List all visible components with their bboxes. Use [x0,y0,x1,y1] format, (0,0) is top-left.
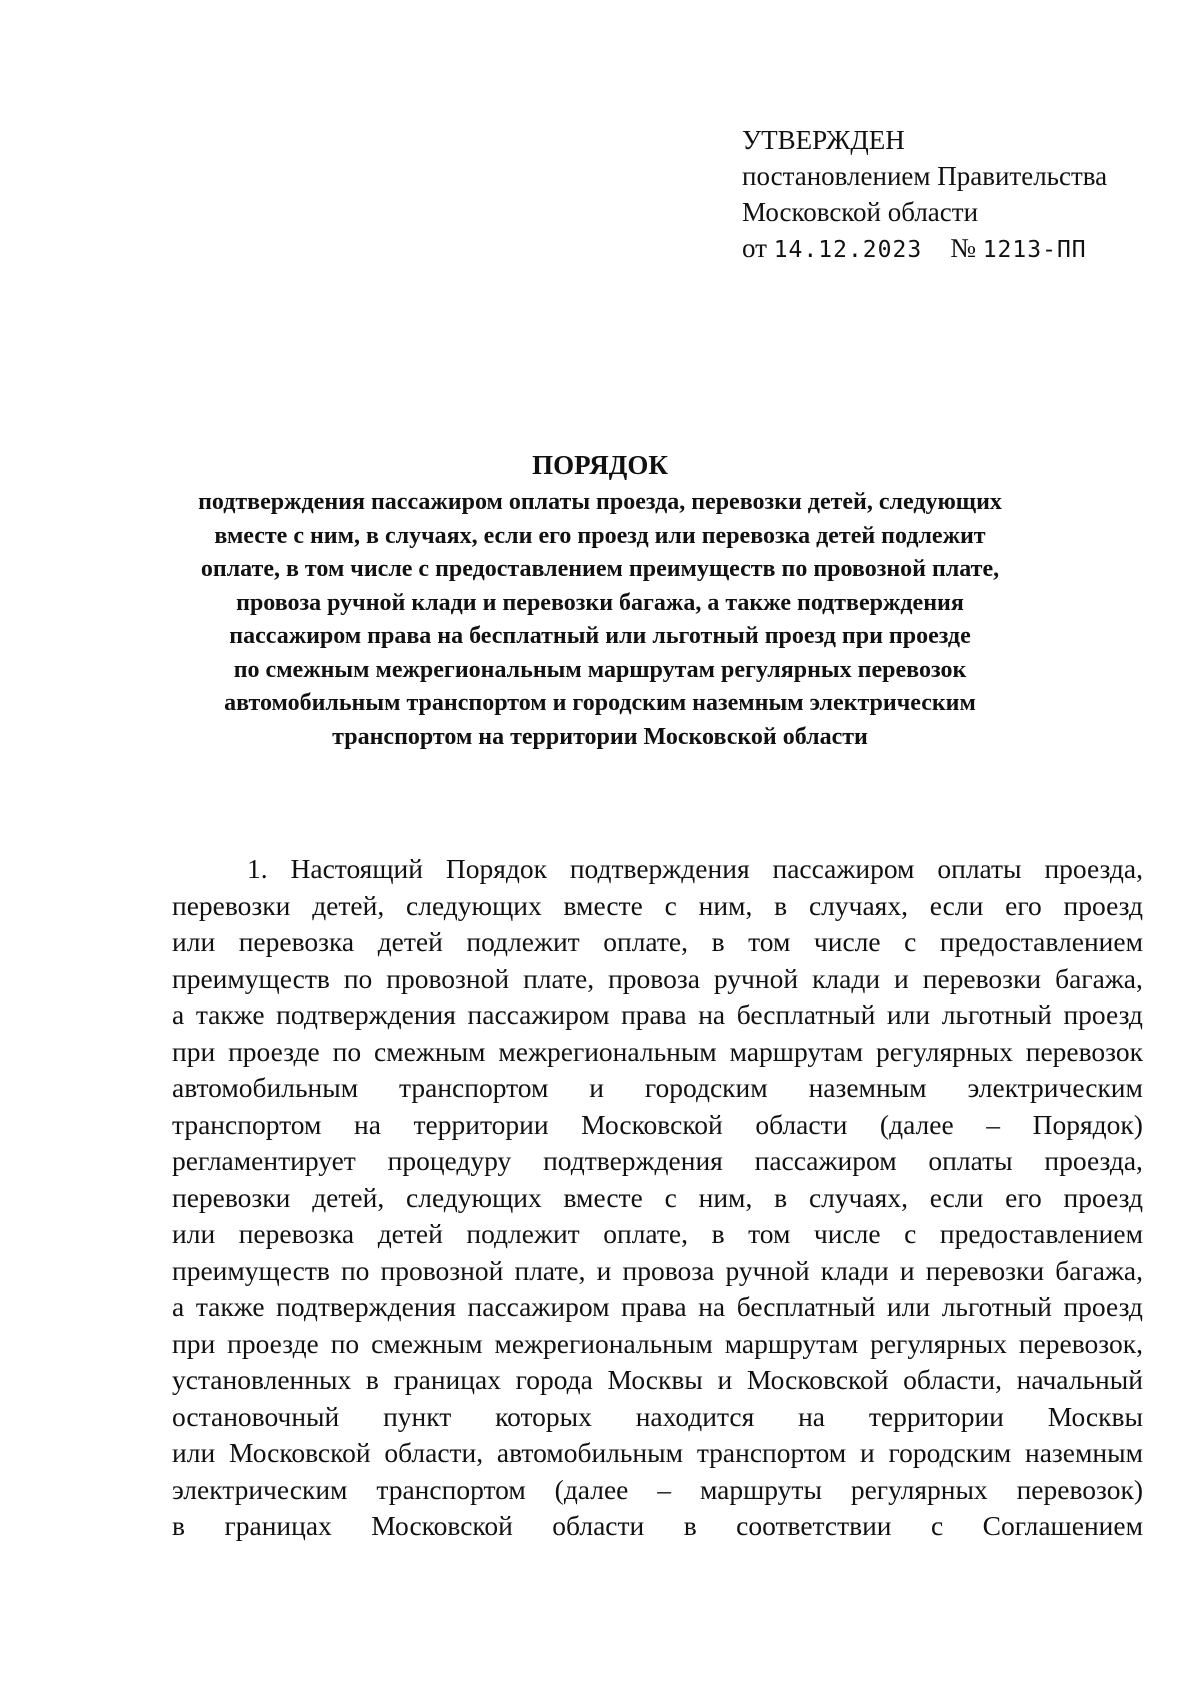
body-line [172,1472,1143,1509]
body-word: смежным [371,1327,483,1359]
body-word: льготный [941,1291,1052,1322]
body-word: багажа, [1055,1254,1143,1286]
body-word: проезд [1063,999,1143,1030]
approval-heading: УТВЕРЖДЕН [742,125,905,155]
body-word: границах [393,1364,501,1395]
subtitle-line: автомобильным транспортом и городским наземным электрическим [224,690,976,716]
body-word: пассажиром [467,1291,610,1322]
body-word: – [657,1473,672,1505]
body-word: вместе [563,889,643,921]
body-word: багажа, [1055,962,1143,994]
body-word: (далее [879,1108,954,1140]
body-word: в [774,889,788,921]
body-word: перевозок) [1016,1473,1143,1505]
body-word: перевозки [172,889,291,921]
body-paragraph [172,851,1143,1545]
body-word: находится [635,1400,755,1432]
body-word: регулярных [870,1327,1007,1359]
subtitle-line: вместе с ним, в случаях, если его проезд или перевозка детей подлежит [214,522,986,549]
body-word: оплате, [603,1218,689,1249]
body-word: по [332,1035,362,1067]
approval-from-label: от [742,233,767,263]
body-word: маршрутам [724,1327,859,1359]
body-word: пассажиром [772,853,915,884]
body-word: проезда, [1044,1145,1143,1176]
body-word: подлежит [466,926,580,957]
body-word: бесплатный [736,999,876,1030]
body-word: плате, [514,1254,586,1286]
body-word: плате, [523,962,595,994]
body-word: провозной [386,962,510,994]
body-word: Порядок) [1032,1108,1143,1140]
body-word: в [683,1510,697,1541]
body-line [172,1070,1143,1107]
body-word: – [986,1108,1001,1140]
body-word: и [899,1254,915,1286]
body-word: если [929,889,984,921]
body-word: его [1005,889,1042,921]
subtitle-line: по смежным межрегиональным маршрутам регулярных перевозок [233,656,967,683]
body-word: и [589,1072,605,1103]
body-word: которых [495,1400,592,1432]
body-word: подтверждения [569,853,750,884]
body-word: на [698,1291,726,1322]
body-word: детей, [312,889,385,921]
body-word: регулярных [875,1035,1013,1067]
body-word: или [886,999,931,1030]
body-word: а [172,999,185,1030]
body-word: с [904,926,917,957]
subtitle-line: пассажиром права на бесплатный или льготный проезд при проезде [229,623,971,649]
body-word: на [353,1108,381,1140]
body-word: с [664,1181,677,1213]
body-line [172,1508,1143,1545]
body-word: подтверждения [276,1291,456,1322]
body-word: автомобильным [496,1437,684,1468]
body-word: автомобильным [172,1072,359,1103]
body-word: Соглашением [982,1510,1143,1541]
body-word: маршруты [699,1473,822,1505]
body-word: по [330,1327,360,1359]
body-word: регулярных [850,1473,988,1505]
body-word: городским [644,1072,768,1103]
body-word: на [798,1400,825,1432]
subtitle-line: транспортом на территории Московской области [332,723,868,750]
body-word: также [195,1291,265,1322]
body-line [172,1435,1143,1472]
body-word: межрегиональным [494,1327,713,1359]
body-word: проезд [1063,889,1143,921]
body-line [172,1253,1143,1290]
body-word: по [340,1254,370,1286]
body-word: перевозки [172,1181,291,1213]
body-word: преимуществ [172,962,330,994]
subtitle-line: оплате, в том числе с предоставлением преимуществ по провозной плате, [200,556,1000,582]
body-word: межрегиональным [498,1035,717,1067]
body-word: области [552,1510,645,1541]
body-word: провозной [380,1254,504,1286]
body-line [172,888,1143,925]
body-word: Московской [581,1108,723,1140]
document-subtitle [150,486,1050,754]
body-word: том [748,926,791,957]
body-word: с [904,1218,917,1249]
body-line [172,1362,1143,1399]
body-word: проезде [228,1035,320,1067]
body-word: Москвы [1047,1400,1143,1432]
body-word: и [894,962,909,994]
body-word: с [930,1510,944,1541]
body-word: границах [224,1510,332,1541]
approval-number-label: № [950,233,976,263]
approval-number: 1213-ПП [982,237,1087,263]
body-word: или [172,1437,216,1468]
body-word: ручной [725,1254,810,1286]
body-line [172,1216,1143,1253]
body-word: города [515,1364,593,1395]
body-word: а [172,1291,185,1322]
body-word: области, [384,1437,484,1468]
body-word: территории [413,1108,549,1140]
body-word: вместе [563,1181,643,1213]
body-word: в [711,926,725,957]
body-word: процедуру [387,1145,512,1176]
body-word: области [755,1108,848,1140]
body-word: регламентирует [172,1145,356,1176]
document-title: ПОРЯДОК [532,450,668,480]
approval-date-line [742,230,1162,268]
body-word: подтверждения [276,999,456,1030]
body-word: Московской [228,1437,371,1468]
body-word: в [774,1181,788,1213]
approval-line-2: Московской области [742,197,979,227]
body-line [172,1289,1143,1326]
body-line [172,1107,1143,1144]
body-word: при [172,1035,216,1067]
body-word: преимуществ [172,1254,330,1286]
body-word: том [748,1218,791,1249]
body-word: смежным [374,1035,486,1067]
body-word: 1. [247,853,268,884]
body-word: наземным [1024,1437,1143,1468]
body-word: соответствии [736,1510,892,1541]
body-word: случаях, [808,1181,908,1213]
body-word: перевозки [925,1254,1045,1286]
body-word: транспортом [399,1072,549,1103]
body-word: на [698,999,726,1030]
body-line [172,1180,1143,1217]
body-word: Настоящий [290,853,423,884]
body-word: и [596,1254,612,1286]
body-word: бесплатный [736,1291,876,1322]
body-word: детей [377,926,443,957]
approval-date: 14.12.2023 [773,237,923,263]
body-word: следующих [406,889,542,921]
body-word: при [172,1327,216,1359]
body-word: проезд [1063,1291,1143,1322]
body-word: в [172,1510,185,1541]
body-word: оплаты [937,853,1022,884]
body-word: перевозка [238,1218,355,1249]
body-word: наземным [808,1072,927,1103]
body-word: ручной [713,962,799,994]
body-word: его [1005,1181,1042,1213]
body-word: проезде [227,1327,319,1359]
body-word: перевозок [1025,1035,1143,1067]
body-line [172,1399,1143,1436]
body-word: Московской [371,1510,513,1541]
body-word: числе [813,1218,881,1249]
body-line [172,1143,1143,1180]
approval-line-1: постановлением Правительства [742,161,1108,191]
body-word: маршрутам [729,1035,864,1067]
body-word: клади [812,962,881,994]
body-word: городским [888,1437,1012,1468]
body-word: Москвы [607,1364,703,1395]
body-word: в [711,1218,725,1249]
body-word: оплаты [928,1145,1013,1176]
body-word: подтверждения [543,1145,723,1176]
body-word: права [621,1291,687,1322]
body-word: электрическим [172,1473,348,1505]
body-word: следующих [406,1181,542,1213]
body-word: пункт [383,1400,452,1432]
body-word: электрическим [967,1072,1143,1103]
body-word: также [195,999,265,1030]
body-word: ним, [698,889,753,921]
body-word: если [929,1181,984,1213]
body-word: числе [813,926,881,957]
body-word: провоза [622,1254,715,1286]
body-word: подлежит [466,1218,580,1249]
body-word: в [365,1364,379,1395]
body-word: перевозок, [1018,1327,1143,1359]
body-word: транспортом [696,1437,847,1468]
body-word: территории [868,1400,1004,1432]
body-line [172,1034,1143,1071]
body-word: льготный [941,999,1052,1030]
body-word: перевозка [238,926,355,957]
body-word: с [664,889,677,921]
body-word: области, [903,1364,1002,1395]
body-word: Порядок [445,853,547,884]
body-word: или [172,926,216,957]
subtitle-line: подтверждения пассажиром оплаты проезда, перевозки детей, следующих [198,489,1002,515]
body-line [172,924,1143,961]
body-line [172,851,1143,888]
body-word: проезда, [1044,853,1143,884]
body-word: (далее [554,1473,629,1505]
body-line [172,1326,1143,1363]
body-word: права [621,999,687,1030]
body-word: Московской [746,1364,889,1395]
body-word: или [886,1291,931,1322]
body-word: оплате, [603,926,689,957]
body-word: случаях, [808,889,908,921]
body-word: по [343,962,373,994]
approval-block [742,122,1162,268]
body-word: детей [377,1218,443,1249]
body-word: предоставлением [939,1218,1143,1249]
body-word: или [172,1218,216,1249]
body-word: детей, [312,1181,385,1213]
body-word: провоза [608,962,700,994]
body-line [172,961,1143,998]
body-word: перевозки [922,962,1042,994]
body-word: пассажиром [754,1145,897,1176]
subtitle-line: провоза ручной клади и перевозки багажа, а также подтверждения [236,589,964,616]
body-word: транспортом [376,1473,526,1505]
body-word: остановочный [172,1400,340,1432]
body-word: начальный [1016,1364,1143,1395]
body-word: проезд [1063,1181,1143,1213]
body-word: и [717,1364,733,1395]
body-line [172,997,1143,1034]
body-word: ним, [698,1181,753,1213]
body-word: клади [820,1254,889,1286]
body-word: и [859,1437,875,1468]
body-word: установленных [172,1364,352,1395]
body-word: пассажиром [467,999,610,1030]
body-word: транспортом [172,1108,322,1140]
body-word: предоставлением [939,926,1143,957]
